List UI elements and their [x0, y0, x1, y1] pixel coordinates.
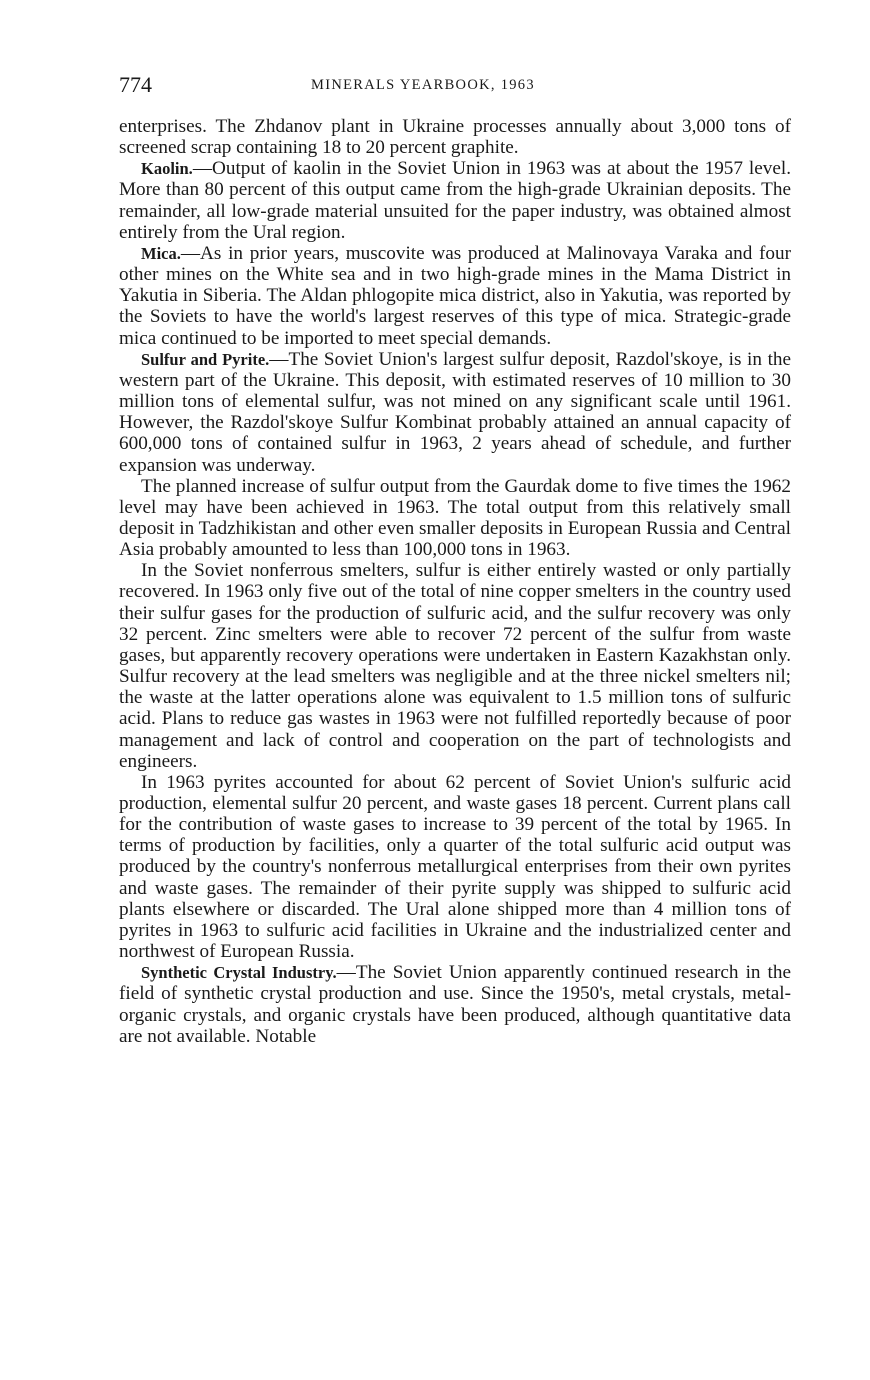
paragraph-text: —The Soviet Union's largest sulfur deposit, Razdol'skoye, is in the western part of the Ukraine. This deposit, with estimated reserves of 10 million to 30 million tons of elemental sulfur, was not mined on any significant scale until 1961. However, the Razdol'skoye Sulfur Kombinat probably attained an annual capacity of 600,000 tons of contained sulfur in 1963, 2 years ahead of schedule, and further expansion was underway.: [119, 348, 792, 476]
paragraph-graphite-continuation: [119, 116, 791, 158]
paragraph-synthetic-crystal: [119, 962, 791, 1047]
paragraph-gaurdak: [119, 476, 791, 561]
section-lead-sulfur-pyrite: Sulfur and Pyrite.: [141, 349, 270, 369]
page-header: [119, 72, 791, 98]
paragraph-mica: [119, 243, 791, 349]
paragraph-nonferrous-smelters: [119, 560, 791, 772]
paragraph-text: In the Soviet nonferrous smelters, sulfur is either entirely wasted or only partially recovered. In 1963 only five out of the total of nine copper smelters in the country used their sulfur gases for the production of sulfuric acid, and the sulfur recovery was only 32 percent. Zinc smelters were able to recover 72 percent of the sulfur from waste gases, but apparently recovery operations were undertaken in Eastern Kazakhstan only. Sulfur recovery at the lead smelters was negligible and at the three nickel smelters nil; the waste at the latter operations alone was equivalent to 1.5 million tons of sulfuric acid. Plans to reduce gas wastes in 1963 were not fulfilled reportedly because of poor management and lack of control and cooperation on the part of technologists and engineers.: [119, 560, 791, 772]
paragraph-text: —Output of kaolin in the Soviet Union in 1963 was at about the 1957 level. More than 80 percent of this output came from the high-grade Ukrainian deposits. The remainder, all low-grade material unsuited for the paper industry, was obtained almost entirely from the Ural region.: [119, 158, 791, 243]
section-lead-kaolin: Kaolin.: [141, 159, 193, 179]
paragraph-text: enterprises. The Zhdanov plant in Ukraine processes annually about 3,000 tons of screened scrap containing 18 to 20 percent graphite.: [119, 116, 791, 159]
paragraph-pyrites-1963: [119, 772, 791, 962]
paragraph-sulfur-pyrite: [119, 349, 791, 476]
paragraph-kaolin: [119, 158, 791, 243]
body-text: [119, 116, 791, 1047]
page-number: 774: [119, 72, 152, 97]
paragraph-text: In 1963 pyrites accounted for about 62 percent of Soviet Union's sulfuric acid production, elemental sulfur 20 percent, and waste gases 18 percent. Current plans call for the contribution of waste gases to increase to 39 percent of the total by 1965. In terms of production by facilities, only a quarter of the total sulfuric acid output was produced by the country's nonferrous metallurgical enterprises from their own pyrites and waste gases. The remainder of their pyrite supply was shipped to sulfuric acid plants elsewhere or discarded. The Ural alone shipped more than 4 million tons of pyrites in 1963 to sulfuric acid facilities in Ukraine and the industrialized center and northwest of European Russia.: [119, 771, 791, 963]
paragraph-text: —As in prior years, muscovite was produced at Malinovaya Varaka and four other mines on the White sea and in two high-grade mines in the Mama District in Yakutia in Siberia. The Aldan phlogopite mica district, also in Yakutia, was reported by the Soviets to have the world's largest reserves of this type of mica. Strategic-grade mica continued to be imported to meet special demands.: [119, 242, 791, 349]
paragraph-text: The planned increase of sulfur output from the Gaurdak dome to five times the 1962 level may have been achieved in 1963. The total output from this relatively small deposit in Tadzhikistan and other even smaller deposits in European Russia and Central Asia probably amounted to less than 100,000 tons in 1963.: [119, 475, 791, 561]
paragraph-text: —The Soviet Union apparently continued research in the field of synthetic crystal production and use. Since the 1950's, metal crystals, metal-organic crystals, and organic crystals have been produced, although quantitative data are not available. Notable: [119, 962, 791, 1047]
section-lead-mica: Mica.: [141, 243, 181, 263]
running-head: MINERALS YEARBOOK, 1963: [311, 77, 535, 93]
section-lead-synthetic-crystal: Synthetic Crystal Industry.: [141, 963, 337, 983]
